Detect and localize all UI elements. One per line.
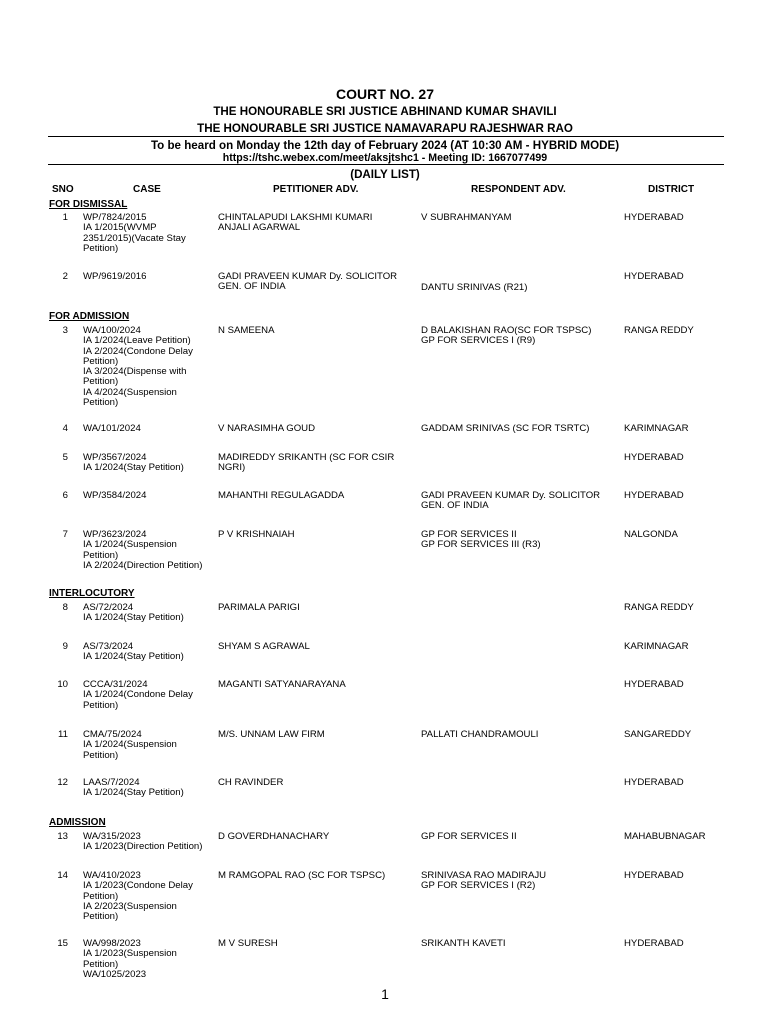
row-sno: 2 [62,271,68,282]
row-petitioner: N SAMEENA [218,325,275,336]
row-sno: 14 [57,870,68,881]
row-case: WP/7824/2015 IA 1/2015(WVMP 2351/2015)(Vacate Stay Petition) [83,212,186,254]
row-sno: 12 [57,777,68,788]
row-sno: 7 [62,529,68,540]
row-district: HYDERABAD [624,870,684,881]
section-for-admission: FOR ADMISSION [49,311,130,322]
row-petitioner: GADI PRAVEEN KUMAR Dy. SOLICITOR GEN. OF INDIA [218,271,398,293]
row-district: HYDERABAD [624,938,684,949]
page-number: 1 [381,986,389,1002]
row-district: MAHABUBNAGAR [624,831,706,842]
row-case: WA/410/2023 IA 1/2023(Condone Delay Petition) IA 2/2023(Suspension Petition) [83,870,193,923]
row-respondent: GP FOR SERVICES II [421,831,517,842]
row-case: WA/101/2024 [83,423,141,434]
row-case: WA/315/2023 IA 1/2023(Direction Petition) [83,831,203,853]
court-number: COURT NO. 27 [335,86,434,102]
row-sno: 6 [62,490,68,501]
row-petitioner: D GOVERDHANACHARY [218,831,330,842]
col-sno: SNO [52,184,74,195]
row-respondent: V SUBRAHMANYAM [421,212,512,223]
row-sno: 4 [62,423,68,434]
row-district: KARIMNAGAR [624,641,689,652]
row-district: HYDERABAD [624,452,684,463]
judge-2: THE HONOURABLE SRI JUSTICE NAMAVARAPU RAJESHWAR RAO [197,122,573,135]
row-petitioner: M/S. UNNAM LAW FIRM [218,729,325,740]
hearing-info: To be heard on Monday the 12th day of February 2024 (AT 10:30 AM - HYBRID MODE) [150,139,620,152]
row-petitioner: M V SURESH [218,938,278,949]
row-case: AS/72/2024 IA 1/2024(Stay Petition) [83,602,184,624]
row-case: WP/3567/2024 IA 1/2024(Stay Petition) [83,452,184,474]
row-respondent: GADDAM SRINIVAS (SC FOR TSRTC) [421,423,590,434]
meeting-link[interactable]: https://tshc.webex.com/meet/aksjtshc1 - Meeting ID: 1667077499 [222,152,548,164]
row-district: RANGA REDDY [624,325,694,336]
row-case: CCCA/31/2024 IA 1/2024(Condone Delay Petition) [83,679,193,711]
col-case: CASE [133,184,161,195]
row-sno: 13 [57,831,68,842]
row-case: WP/3623/2024 IA 1/2024(Suspension Petition) IA 2/2024(Direction Petition) [83,529,203,571]
row-sno: 5 [62,452,68,463]
row-case: LAAS/7/2024 IA 1/2024(Stay Petition) [83,777,184,799]
section-interlocutory: INTERLOCUTORY [49,588,135,599]
row-petitioner: M RAMGOPAL RAO (SC FOR TSPSC) [218,870,386,881]
row-sno: 11 [58,729,68,740]
row-petitioner: P V KRISHNAIAH [218,529,295,540]
row-district: HYDERABAD [624,777,684,788]
row-district: NALGONDA [624,529,678,540]
row-district: SANGAREDDY [624,729,692,740]
row-sno: 10 [57,679,68,690]
row-sno: 3 [62,325,68,336]
row-respondent: SRIKANTH KAVETI [421,938,506,949]
row-respondent: D BALAKISHAN RAO(SC FOR TSPSC) GP FOR SERVICES I (R9) [421,325,592,347]
row-district: HYDERABAD [624,271,684,282]
row-case: WA/100/2024 IA 1/2024(Leave Petition) IA 2/2024(Condone Delay Petition) IA 3/2024(Dispense with Petition) IA 4/2024(Suspension Petition) [83,325,193,409]
row-district: KARIMNAGAR [624,423,689,434]
row-respondent: DANTU SRINIVAS (R21) [421,282,528,293]
row-case: CMA/75/2024 IA 1/2024(Suspension Petition) [83,729,177,761]
section-for-dismissal: FOR DISMISSAL [49,199,128,210]
row-case: WP/3584/2024 [83,490,147,501]
row-petitioner: CH RAVINDER [218,777,284,788]
header-rule-top [48,136,724,137]
row-petitioner: V NARASIMHA GOUD [218,423,316,434]
row-district: HYDERABAD [624,490,684,501]
row-petitioner: PARIMALA PARIGI [218,602,300,613]
row-petitioner: MAHANTHI REGULAGADDA [218,490,345,501]
row-case: AS/73/2024 IA 1/2024(Stay Petition) [83,641,184,663]
row-petitioner: MAGANTI SATYANARAYANA [218,679,346,690]
row-petitioner: MADIREDDY SRIKANTH (SC FOR CSIR NGRI) [218,452,395,474]
header-rule-bottom [48,164,724,165]
section-admission: ADMISSION [49,817,106,828]
col-petitioner: PETITIONER ADV. [273,184,359,195]
row-petitioner: CHINTALAPUDI LAKSHMI KUMARI ANJALI AGARWAL [218,212,373,234]
judge-1: THE HONOURABLE SRI JUSTICE ABHINAND KUMAR SHAVILI [213,105,557,118]
row-district: HYDERABAD [624,212,684,223]
row-respondent: PALLATI CHANDRAMOULI [421,729,539,740]
col-district: DISTRICT [648,184,695,195]
row-district: HYDERABAD [624,679,684,690]
row-sno: 8 [62,602,68,613]
col-respondent: RESPONDENT ADV. [471,184,566,195]
row-case: WA/998/2023 IA 1/2023(Suspension Petition) WA/1025/2023 [83,938,177,980]
row-petitioner: SHYAM S AGRAWAL [218,641,310,652]
list-type: (DAILY LIST) [350,168,420,181]
row-case: WP/9619/2016 [83,271,147,282]
row-district: RANGA REDDY [624,602,694,613]
row-respondent: SRINIVASA RAO MADIRAJU GP FOR SERVICES I (R2) [421,870,547,892]
row-sno: 9 [62,641,68,652]
row-sno: 15 [57,938,68,949]
row-respondent: GP FOR SERVICES II GP FOR SERVICES III (R3) [421,529,541,551]
row-respondent: GADI PRAVEEN KUMAR Dy. SOLICITOR GEN. OF INDIA [421,490,601,512]
row-sno: 1 [62,212,68,223]
